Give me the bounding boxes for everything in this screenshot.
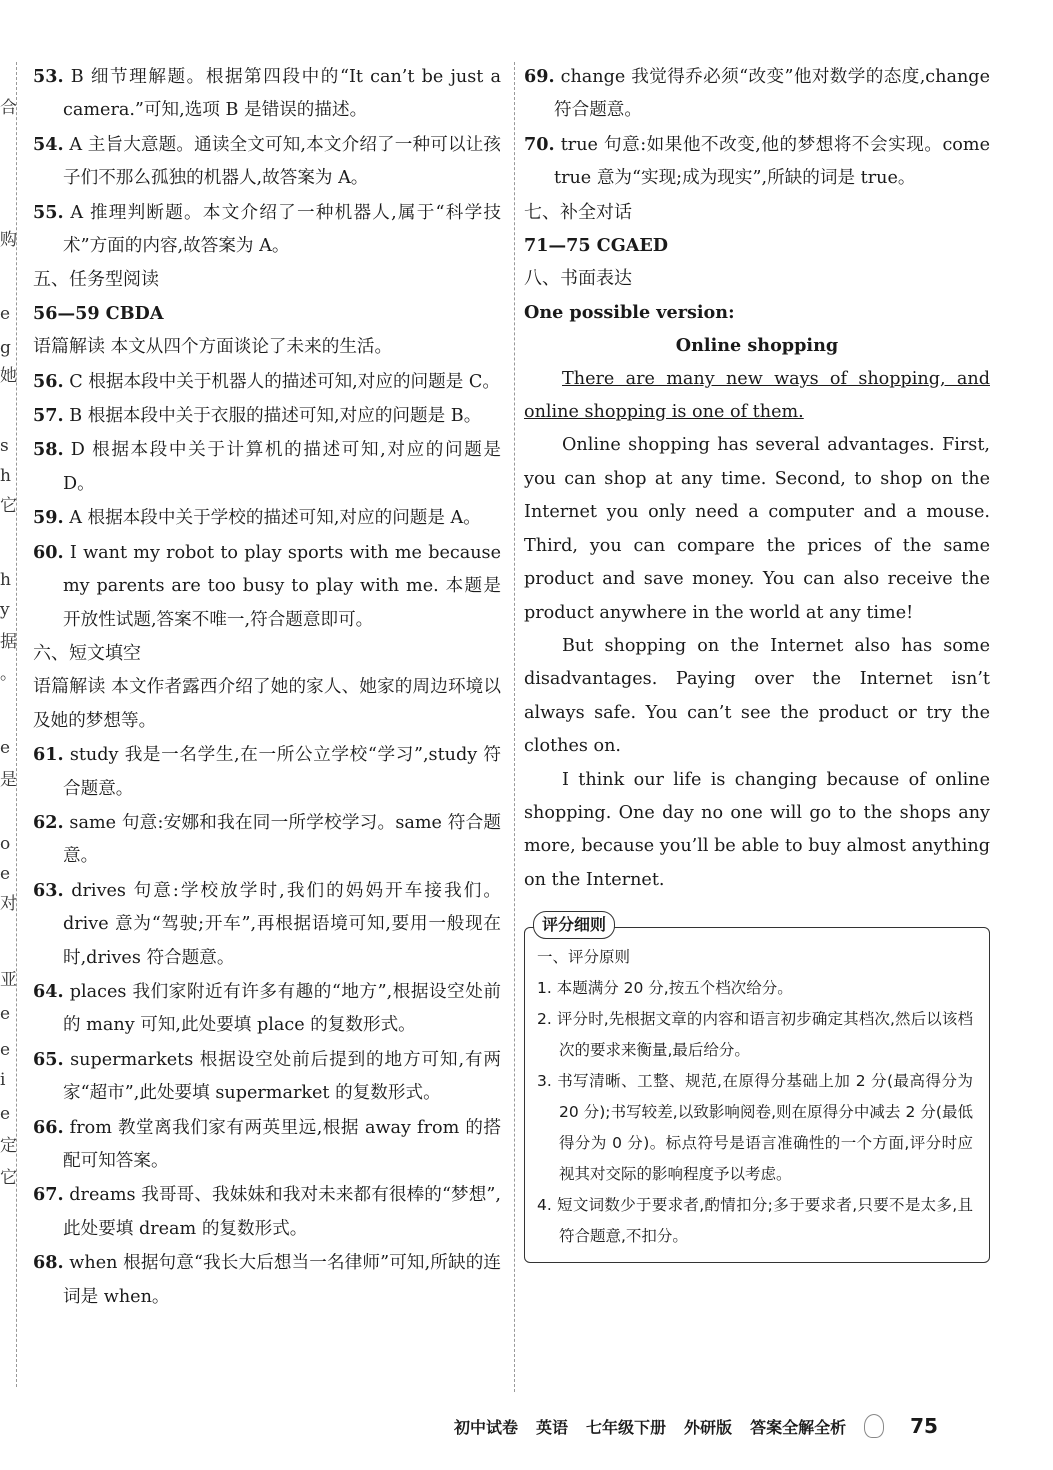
item-number: 67.: [33, 1184, 64, 1206]
item-explanation: A 推理判断题。本文介绍了一种机器人,属于“科学技术”方面的内容,故答案为 A。: [63, 202, 501, 257]
edge-char: 是: [0, 770, 17, 790]
item-number: 57.: [33, 405, 64, 427]
edge-char: e: [0, 304, 11, 324]
item-number: 63.: [33, 879, 64, 901]
answer-item: [33, 536, 501, 637]
item-explanation: B 根据本段中关于衣服的描述可知,对应的问题是 B。: [63, 406, 482, 427]
summary-label: 语篇解读: [33, 336, 105, 358]
page-footer: [454, 1413, 954, 1439]
edge-char: e: [0, 738, 11, 758]
rubric-items: [537, 973, 973, 1252]
edge-char: e: [0, 1040, 11, 1060]
essay-paragraph: Online shopping has several advantages. First, you can shop at any time. Second, to shop on the Internet you only need a computer and a mouse. Third, you can compare the prices of the same product and save money. You can also receive the product anywhere in the world at any time!: [524, 435, 990, 623]
rubric-heading: 一、评分原则: [537, 948, 631, 967]
edge-char: o: [0, 834, 11, 854]
footer-series: 初中试卷: [454, 1417, 519, 1437]
item-explanation: change 我觉得乔必须“改变”他对数学的态度,change 符合题意。: [554, 67, 990, 121]
essay-body: [524, 429, 990, 897]
scoring-rubric-box: [524, 915, 990, 1263]
item-number: 56.: [33, 370, 64, 392]
rubric-item: 1. 本题满分 20 分,按五个档次给分。: [537, 979, 793, 998]
item-number: 68.: [33, 1252, 64, 1274]
item-number: 65.: [33, 1048, 64, 1070]
item-explanation: drives 句意:学校放学时,我们的妈妈开车接我们。drive 意为“驾驶;开车”,再根据语境可知,要用一般现在时,drives 符合题意。: [63, 880, 501, 968]
section-heading-dialogue: 七、补全对话: [524, 201, 632, 223]
item-explanation: places 我们家附近有许多有趣的“地方”,根据设空处前的 many 可知,此处要填 place 的复数形式。: [63, 981, 501, 1036]
item-explanation: B 细节理解题。根据第四段中的“It can’t be just a camera.”可知,选项 B 是错误的描述。: [63, 67, 501, 121]
answer-item: [33, 1178, 501, 1246]
item-number: 55.: [33, 201, 64, 223]
edge-char: h: [0, 570, 11, 590]
essay-paragraph: I think our life is changing because of online shopping. One day no one will go to the shops any more, because you’ll be able to buy almost anything on the Internet.: [524, 769, 990, 890]
item-explanation: I want my robot to play sports with me because my parents are too busy to play with me. 本题是开放性试题,答案不唯一,符合题意即可。: [63, 542, 501, 630]
edge-char: e: [0, 1004, 11, 1024]
item-explanation: true 句意:如果他不改变,他的梦想将不会实现。come true 意为“实现;成为现实”,所缺的词是 true。: [554, 134, 990, 189]
page-number: 75: [910, 1414, 938, 1438]
item-explanation: C 根据本段中关于机器人的描述可知,对应的问题是 C。: [63, 371, 500, 392]
rubric-tag: 评分细则: [533, 911, 615, 939]
answer-item: [524, 128, 990, 196]
edge-char: e: [0, 1104, 11, 1124]
footer-book: 答案全解全析: [750, 1417, 847, 1437]
edge-char: 定: [0, 1136, 17, 1156]
item-explanation: A 根据本段中关于学校的描述可知,对应的问题是 A。: [63, 508, 481, 529]
rubric-item: 4. 短文词数少于要求者,酌情扣分;多于要求者,只要不是太多,且符合题意,不扣分。: [537, 1196, 973, 1246]
answer-items-69-70: [524, 60, 990, 196]
answer-item: [524, 60, 990, 128]
answer-item: [33, 399, 501, 433]
mascot-icon: [864, 1414, 884, 1438]
column-divider: [514, 62, 515, 1392]
answer-item: [33, 501, 501, 535]
edge-char: y: [0, 600, 10, 620]
item-explanation: A 主旨大意题。通读全文可知,本文介绍了一种可以让孩子们不那么孤独的机器人,故答案为 A。: [63, 134, 501, 189]
item-number: 53.: [33, 66, 64, 87]
left-margin-rule: [16, 62, 17, 1387]
edge-char: 它: [0, 496, 17, 516]
footer-edition: 外研版: [684, 1417, 733, 1437]
passage-summary: [33, 330, 501, 364]
edge-char: h: [0, 466, 11, 486]
item-explanation: same 句意:安娜和我在同一所学校学习。same 符合题意。: [63, 812, 501, 867]
answer-71-75: 71—75 CGAED: [524, 235, 669, 257]
section-heading: 五、任务型阅读: [33, 269, 159, 291]
item-number: 64.: [33, 980, 64, 1002]
item-number: 66.: [33, 1116, 64, 1138]
edge-char: 购: [0, 230, 17, 250]
answer-item: [33, 1111, 501, 1179]
answer-item: [33, 806, 501, 874]
left-column: [33, 60, 501, 1314]
section-heading: 六、短文填空: [33, 642, 141, 664]
section-heading-writing: 八、书面表达: [524, 268, 632, 290]
answer-item: [33, 874, 501, 975]
answer-key: 56—59 CBDA: [33, 302, 164, 324]
edge-char: g: [0, 338, 11, 358]
answer-item: [33, 1246, 501, 1314]
answer-item: [33, 738, 501, 806]
item-number: 62.: [33, 811, 64, 833]
rubric-item: 2. 评分时,先根据文章的内容和语言初步确定其档次,然后以该档次的要求来衡量,最后给分。: [537, 1010, 973, 1060]
right-column: [524, 60, 990, 1263]
item-explanation: study 我是一名学生,在一所公立学校“学习”,study 符合题意。: [63, 745, 501, 799]
edge-char: e: [0, 864, 11, 884]
version-label: One possible version:: [524, 301, 735, 323]
summary-text: 本文从四个方面谈论了未来的生活。: [105, 337, 393, 358]
answer-item: [33, 365, 501, 399]
essay-first-paragraph: [524, 363, 990, 430]
item-explanation: when 根据句意“我长大后想当一名律师”可知,所缺的连词是 when。: [63, 1253, 501, 1307]
item-explanation: supermarkets 根据设空处前后提到的地方可知,有两家“超市”,此处要填 supermarket 的复数形式。: [63, 1049, 501, 1104]
footer-grade: 七年级下册: [586, 1417, 667, 1437]
edge-char: 对: [0, 894, 17, 914]
item-number: 54.: [33, 133, 64, 155]
edge-char: 。: [0, 664, 17, 684]
item-number: 58.: [33, 439, 64, 461]
footer-subject: 英语: [536, 1417, 569, 1437]
item-explanation: dreams 我哥哥、我妹妹和我对未来都有很棒的“梦想”,此处要填 dream 的复数形式。: [63, 1185, 501, 1239]
answer-item: [33, 60, 501, 128]
item-number: 61.: [33, 744, 64, 766]
answer-item: [33, 128, 501, 196]
essay-paragraph: But shopping on the Internet also has some disadvantages. Paying over the Internet isn’t always safe. You can’t see the product or try the clothes on.: [524, 635, 990, 757]
edge-char: i: [0, 1070, 6, 1090]
essay-title: Online shopping: [675, 335, 839, 357]
left-edge-bleed: [0, 60, 17, 1390]
answer-item: [33, 433, 501, 501]
rubric-item: 3. 书写清晰、工整、规范,在原得分基础上加 2 分(最高得分为 20 分);书写较差,以致影响阅卷,则在原得分中减去 2 分(最低得分为 0 分)。标点符号是语言准确性的一个方面,评分时应视其对交际的影响程度予以考虑。: [537, 1072, 973, 1184]
answer-item: [33, 196, 501, 264]
essay-topic-sentence: There are many new ways of shopping, and online shopping is one of them.: [524, 368, 990, 423]
answer-item: [33, 975, 501, 1043]
item-number: 70.: [524, 133, 555, 155]
item-explanation: from 教堂离我们家有两英里远,根据 away from 的搭配可知答案。: [63, 1117, 501, 1171]
summary-text: 本文作者露西介绍了她的家人、她家的周边环境以及她的梦想等。: [33, 677, 501, 731]
passage-summary: [33, 670, 501, 738]
item-explanation: D 根据本段中关于计算机的描述可知,对应的问题是 D。: [63, 440, 501, 494]
edge-char: 亚: [0, 970, 17, 990]
edge-char: 她: [0, 366, 17, 386]
item-number: 59.: [33, 507, 64, 529]
edge-char: 合: [0, 98, 17, 118]
edge-char: s: [0, 436, 9, 456]
edge-char: 它: [0, 1168, 17, 1188]
answer-item: [33, 1043, 501, 1111]
edge-char: 据: [0, 632, 17, 652]
item-number: 69.: [524, 66, 555, 87]
summary-label: 语篇解读: [33, 676, 106, 698]
item-number: 60.: [33, 541, 64, 563]
